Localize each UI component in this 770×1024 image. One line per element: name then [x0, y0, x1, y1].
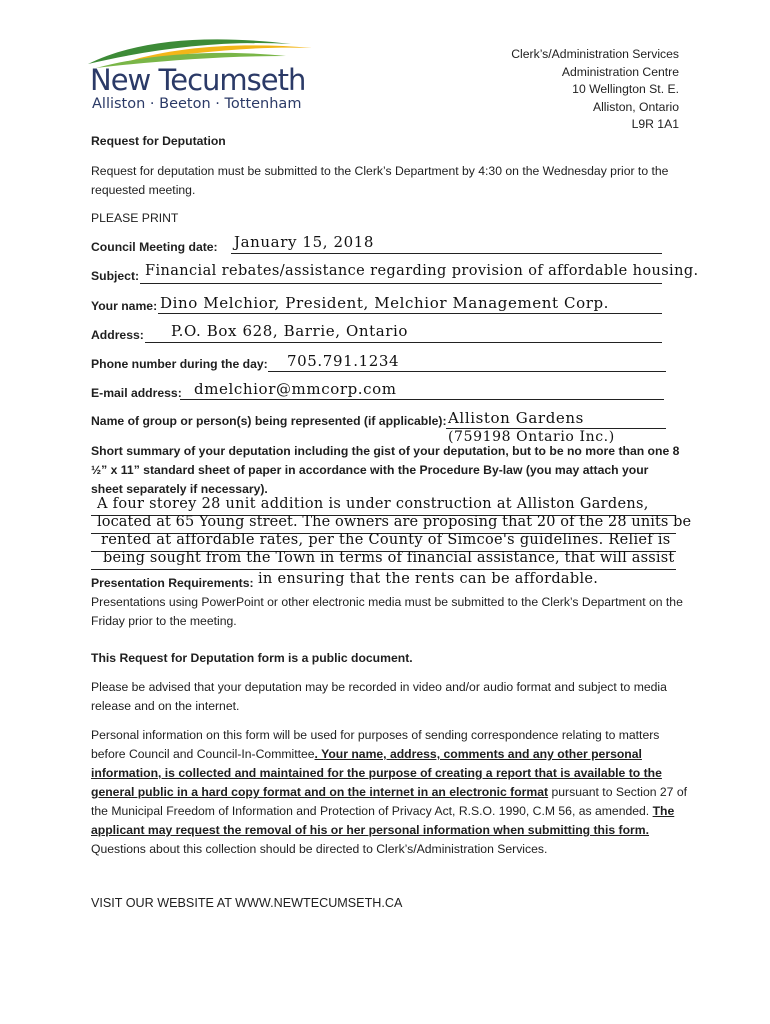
- summary-text-1[interactable]: A four storey 28 unit addition is under construction at Alliston Gardens,: [97, 496, 649, 512]
- address-line-field: [145, 342, 662, 343]
- council-date-value[interactable]: January 15, 2018: [234, 233, 375, 251]
- group-value[interactable]: Alliston Gardens: [448, 409, 584, 427]
- summary-label: Short summary of your deputation including the gist of your deputation, but to be no more than one 8 ½” x 11” standard sheet of paper in accordance with the Procedure By-law (you may attach your sheet separately if necessary).: [91, 444, 680, 496]
- office-address: [511, 46, 679, 134]
- subject-label: Subject:: [91, 269, 140, 283]
- summary-text-2[interactable]: located at 65 Young street. The owners are proposing that 20 of the 28 units be: [97, 514, 692, 530]
- name-line: [158, 313, 662, 314]
- group-value-2[interactable]: (759198 Ontario Inc.): [448, 429, 615, 445]
- privacy-emphasis: . Your name, address, comments and any other personal information, is collected and maintained for the purpose of creating a report that is available to the general public in a hard copy format and on the internet in an electronic format: [91, 747, 662, 799]
- name-label: Your name:: [91, 299, 158, 313]
- address-line: L9R 1A1: [631, 117, 679, 131]
- logo-towns: Alliston · Beeton · Tottenham: [92, 96, 302, 112]
- subject-line: [140, 283, 662, 284]
- phone-line: [268, 371, 666, 372]
- logo-title: New Tecumseth: [90, 63, 306, 97]
- phone-label: Phone number during the day:: [91, 357, 268, 371]
- public-document-notice: This Request for Deputation form is a public document.: [91, 651, 413, 665]
- phone-value[interactable]: 705.791.1234: [287, 352, 400, 370]
- presentation-label: Presentation Requirements:: [91, 576, 254, 590]
- address-label: Address:: [91, 328, 144, 342]
- email-label: E-mail address:: [91, 386, 182, 400]
- address-line: Alliston, Ontario: [592, 99, 679, 114]
- website-notice: VISIT OUR WEBSITE AT WWW.NEWTECUMSETH.CA: [91, 896, 403, 910]
- privacy-removal-notice: The applicant may request the removal of his or her personal information when submitting this form.: [91, 804, 675, 837]
- email-value[interactable]: dmelchior@mmcorp.com: [194, 380, 397, 398]
- form-title: Request for Deputation: [91, 134, 226, 148]
- logo: [86, 34, 314, 116]
- address-value[interactable]: P.O. Box 628, Barrie, Ontario: [171, 322, 409, 340]
- intro-text: Request for deputation must be submitted to the Clerk’s Department by 4:30 on the Wednesday prior to the requested meeting.: [91, 164, 669, 197]
- subject-value[interactable]: Financial rebates/assistance regarding provision of affordable housing.: [145, 263, 699, 279]
- recording-notice: Please be advised that your deputation may be recorded in video and/or audio format and subject to media release and on the internet.: [91, 680, 667, 713]
- summary-text-5[interactable]: in ensuring that the rents can be affordable.: [258, 571, 599, 587]
- address-line: Administration Centre: [561, 64, 679, 79]
- privacy-text: pursuant to Section 27 of the Municipal Freedom of Information and Protection of Privacy Act, R.S.O. 1990, C.M 56, as amended.: [91, 785, 688, 818]
- privacy-text: Personal information on this form will be used for purposes of sending correspondence relating to matters before Council and Council-In-Committee: [91, 728, 660, 761]
- address-line: 10 Wellington St. E.: [572, 82, 679, 96]
- privacy-notice: [91, 726, 691, 859]
- privacy-text: Questions about this collection should be directed to Clerk’s/Administration Services.: [91, 842, 548, 856]
- address-line: Clerk’s/Administration Services: [511, 47, 679, 61]
- email-line: [180, 399, 664, 400]
- group-label: Name of group or person(s) being represented (if applicable):: [91, 414, 447, 428]
- summary-line: [91, 569, 676, 570]
- summary-text-3[interactable]: rented at affordable rates, per the County of Simcoe's guidelines. Relief is: [101, 532, 671, 548]
- presentation-text: Presentations using PowerPoint or other electronic media must be submitted to the Clerk’s Department on the Friday prior to the meeting.: [91, 595, 683, 628]
- name-value[interactable]: Dino Melchior, President, Melchior Management Corp.: [160, 294, 610, 312]
- council-date-line: [231, 253, 662, 254]
- council-date-label: Council Meeting date:: [91, 240, 218, 254]
- summary-text-4[interactable]: being sought from the Town in terms of financial assistance, that will assist: [103, 550, 675, 566]
- please-print: PLEASE PRINT: [91, 211, 179, 225]
